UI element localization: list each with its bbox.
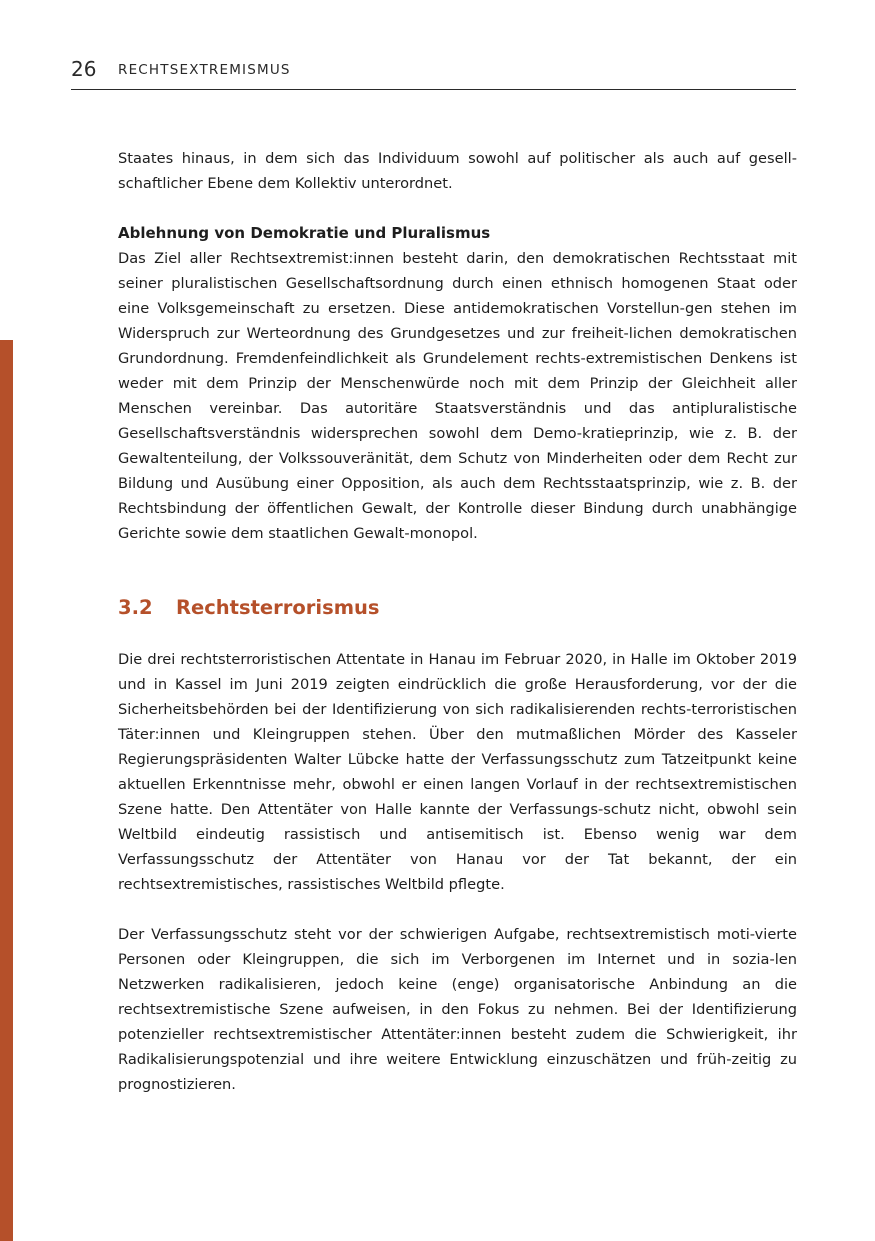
- intro-paragraph: Staates hinaus, in dem sich das Individuum sowohl auf politischer als auch auf gesell-schaftlicher Ebene dem Kollektiv unterordnet.: [118, 150, 797, 192]
- section-heading: [118, 594, 797, 622]
- section-paragraph-1: Die drei rechtsterroristischen Attentate in Hanau im Februar 2020, in Halle im Oktober 2019 und in Kassel im Juni 2019 zeigten eindrücklich die große Herausforderung, vor der die Sicherheitsbehörden bei der Identifizierung von sich radikalisierenden rechts-terroristischen Täter:innen und Kleingruppen stehen. Über den mutmaßlichen Mörder des Kasseler Regierungspräsidenten Walter Lübcke hatte der Verfassungsschutz zum Tatzeitpunkt keine aktuellen Erkenntnisse mehr, obwohl er einen langen Vorlauf in der rechtsextremistischen Szene hatte. Den Attentäter von Halle kannte der Verfassungs-schutz nicht, obwohl sein Weltbild eindeutig rassistisch und antisemitisch ist. Ebenso wenig war dem Verfassungsschutz der Attentäter von Hanau vor der Tat bekannt, der ein rechtsextremistisches, rassistisches Weltbild pflegte.: [118, 651, 797, 893]
- section-paragraph-2: Der Verfassungsschutz steht vor der schwierigen Aufgabe, rechtsextremistisch moti-vierte Personen oder Kleingruppen, die sich im Verborgenen im Internet und in sozia-len Netzwerken radikalisieren, jedoch keine (enge) organisatorische Anbindung an die rechtsextremistische Szene aufweisen, in den Fokus zu nehmen. Bei der Identifizierung potenzieller rechtsextremistischer Attentäter:innen besteht zudem die Schwierigkeit, ihr Radikalisierungspotenzial und ihre weitere Entwicklung einzuschätzen und früh-zeitig zu prognostizieren.: [118, 926, 797, 1093]
- section-number: 3.2: [118, 596, 153, 619]
- running-title: RECHTSEXTREMISMUS: [118, 62, 291, 78]
- running-header: [71, 56, 796, 90]
- section-title: Rechtsterrorismus: [176, 596, 380, 619]
- chapter-edge-marker: [0, 340, 13, 1241]
- subheading-paragraph: Das Ziel aller Rechtsextremist:innen besteht darin, den demokratischen Rechtsstaat mit seiner pluralistischen Gesellschaftsordnung durch einen ethnisch homogenen Staat oder eine Volksgemeinschaft zu ersetzen. Diese antidemokratischen Vorstellun-gen stehen im Widerspruch zur Werteordnung des Grundgesetzes und zur freiheit-lichen demokratischen Grundordnung. Fremdenfeindlichkeit als Grundelement rechts-extremistischen Denkens ist weder mit dem Prinzip der Menschenwürde noch mit dem Prinzip der Gleichheit aller Menschen vereinbar. Das autoritäre Staatsverständnis und das antipluralistische Gesellschaftsverständnis widersprechen sowohl dem Demo-kratieprinzip, wie z. B. der Gewaltenteilung, der Volkssouveränität, dem Schutz von Minderheiten oder dem Recht zur Bildung und Ausübung einer Opposition, als auch dem Rechtsstaatsprinzip, wie z. B. der Rechtsbindung der öffentlichen Gewalt, der Kontrolle dieser Bindung durch unabhängige Gerichte sowie dem staatlichen Gewalt-monopol.: [118, 250, 797, 542]
- page-number: 26: [71, 57, 97, 81]
- page-body: [118, 146, 797, 1097]
- subheading: Ablehnung von Demokratie und Pluralismus: [118, 224, 491, 242]
